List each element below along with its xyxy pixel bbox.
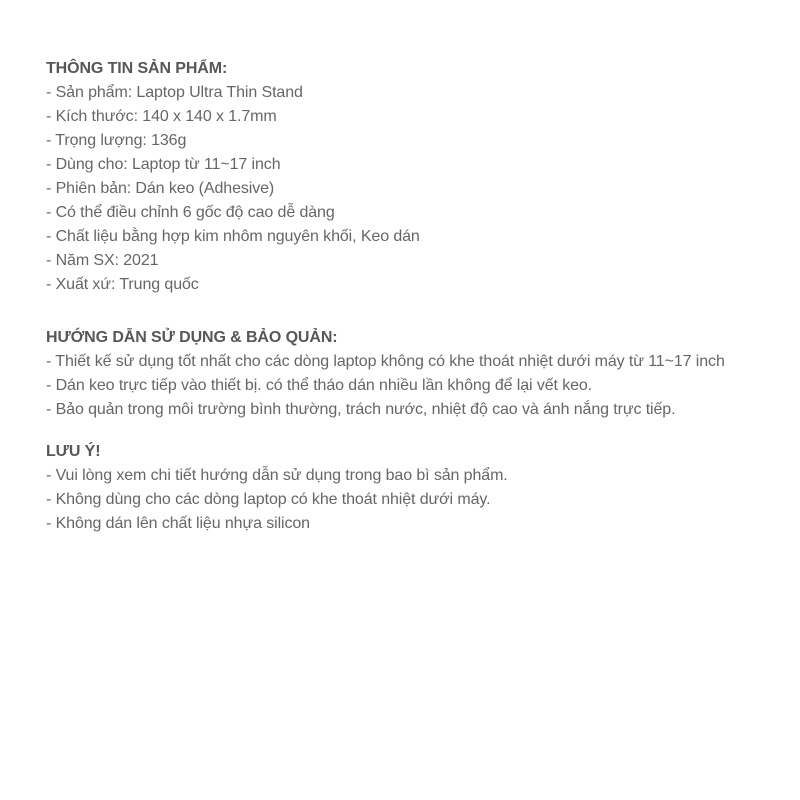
usage-item: - Thiết kế sử dụng tốt nhất cho các dòng laptop không có khe thoát nhiệt dưới máy từ 11~17 inch — [46, 353, 725, 370]
usage-section — [46, 326, 786, 422]
product-info-title: THÔNG TIN SẢN PHẨM: — [46, 60, 228, 77]
notes-title: LƯU Ý! — [46, 443, 101, 460]
notes-item: - Vui lòng xem chi tiết hướng dẫn sử dụng trong bao bì sản phẩm. — [46, 467, 508, 484]
product-info-item: - Xuất xứ: Trung quốc — [46, 276, 199, 293]
product-info-item: - Chất liệu bằng hợp kim nhôm nguyên khối, Keo dán — [46, 228, 420, 245]
usage-item: - Dán keo trực tiếp vào thiết bị. có thể tháo dán nhiều lần không để lại vết keo. — [46, 377, 593, 394]
notes-section — [46, 440, 786, 536]
notes-item: - Không dùng cho các dòng laptop có khe thoát nhiệt dưới máy. — [46, 491, 491, 508]
product-info-item: - Dùng cho: Laptop từ 11~17 inch — [46, 156, 281, 173]
product-info-item: - Có thể điều chỉnh 6 gốc độ cao dễ dàng — [46, 204, 335, 221]
product-info-item: - Năm SX: 2021 — [46, 252, 159, 269]
usage-item: - Bảo quản trong môi trường bình thường, trách nước, nhiệt độ cao và ánh nắng trực tiếp. — [46, 401, 676, 418]
product-info-section — [46, 57, 786, 297]
product-description — [46, 57, 786, 536]
product-info-item: - Sản phẩm: Laptop Ultra Thin Stand — [46, 84, 303, 101]
notes-item: - Không dán lên chất liệu nhựa silicon — [46, 515, 310, 532]
product-info-item: - Trọng lượng: 136g — [46, 132, 187, 149]
product-info-item: - Kích thước: 140 x 140 x 1.7mm — [46, 108, 277, 125]
product-info-item: - Phiên bản: Dán keo (Adhesive) — [46, 180, 275, 197]
usage-title: HƯỚNG DẪN SỬ DỤNG & BẢO QUẢN: — [46, 329, 338, 346]
